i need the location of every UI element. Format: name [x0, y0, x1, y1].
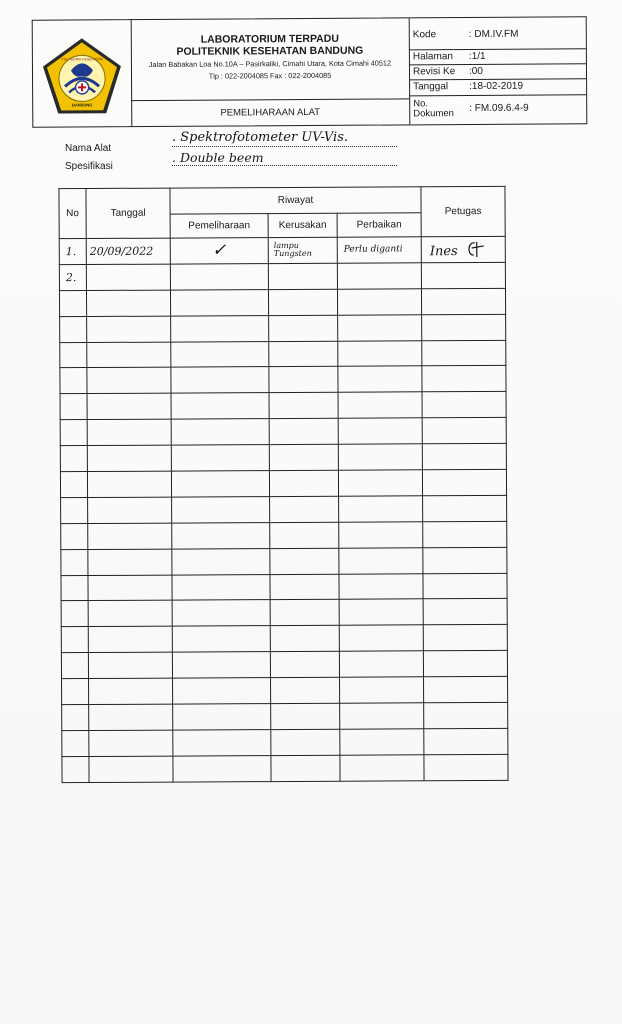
empty-cell — [338, 314, 422, 340]
table-row-empty — [60, 340, 506, 368]
empty-cell — [423, 521, 507, 547]
empty-cell — [171, 315, 269, 341]
empty-cell — [338, 366, 422, 392]
row-damage: lampu Tungsten — [268, 237, 337, 263]
empty-cell — [339, 651, 423, 677]
empty-cell — [61, 653, 88, 679]
empty-cell — [269, 367, 338, 393]
meta-row-halaman: Halaman :1/1 — [409, 48, 586, 65]
empty-cell — [61, 575, 88, 601]
empty-cell — [268, 289, 337, 315]
empty-cell — [88, 652, 172, 678]
table-row-empty — [60, 366, 506, 394]
empty-cell — [422, 418, 506, 444]
empty-cell — [339, 496, 423, 522]
empty-cell — [340, 703, 424, 729]
table-row-empty — [61, 651, 507, 679]
row-date — [86, 264, 170, 290]
empty-cell — [271, 703, 340, 729]
empty-cell — [88, 575, 172, 601]
empty-cell — [172, 574, 270, 600]
col-header-damage: Kerusakan — [268, 213, 337, 237]
table-row-empty — [62, 728, 508, 756]
empty-cell — [59, 290, 86, 316]
empty-cell — [61, 497, 88, 523]
empty-cell — [269, 470, 338, 496]
empty-cell — [422, 392, 506, 418]
empty-cell — [88, 497, 172, 523]
empty-cell — [422, 340, 506, 366]
empty-cell — [424, 676, 508, 702]
empty-cell — [339, 547, 423, 573]
empty-cell — [423, 573, 507, 599]
empty-cell — [87, 419, 171, 445]
table-row-empty — [60, 469, 506, 497]
empty-cell — [60, 368, 87, 394]
table-row-empty — [60, 418, 506, 446]
table-row-empty — [62, 676, 508, 704]
col-header-repair: Perbaikan — [337, 213, 421, 237]
empty-cell — [423, 547, 507, 573]
equipment-spec-line — [172, 165, 397, 166]
poltekkes-bandung-logo-icon — [39, 34, 126, 119]
empty-cell — [87, 368, 171, 394]
equipment-name-line — [172, 146, 397, 147]
empty-cell — [338, 470, 422, 496]
empty-cell — [270, 600, 339, 626]
empty-cell — [338, 444, 422, 470]
empty-cell — [87, 342, 171, 368]
col-header-maintenance: Pemeliharaan — [170, 214, 268, 239]
empty-cell — [88, 626, 172, 652]
empty-cell — [340, 677, 424, 703]
empty-cell — [271, 755, 340, 781]
empty-cell — [339, 599, 423, 625]
meta-row-tanggal: Tanggal :18-02-2019 — [409, 78, 586, 96]
row-date: 20/09/2022 — [86, 238, 170, 264]
table-row-empty — [59, 288, 505, 316]
empty-cell — [423, 651, 507, 677]
empty-cell — [60, 316, 87, 342]
empty-cell — [89, 704, 173, 730]
empty-cell — [173, 729, 271, 755]
empty-cell — [170, 289, 268, 315]
empty-cell — [172, 522, 270, 548]
empty-cell — [60, 472, 87, 498]
table-row-empty — [61, 495, 507, 523]
empty-cell — [423, 495, 507, 521]
maintenance-history-table — [58, 186, 508, 783]
empty-cell — [61, 523, 88, 549]
table-row-empty — [61, 573, 507, 601]
empty-cell — [269, 315, 338, 341]
meta-row-no-dokumen: No. Dokumen : FM.09.6.4-9 — [413, 98, 529, 120]
empty-cell — [172, 600, 270, 626]
row-officer-name: Ines — [429, 244, 458, 260]
row-officer — [421, 262, 505, 288]
empty-cell — [340, 755, 424, 781]
meta-row-revisi: Revisi Ke :00 — [409, 63, 586, 80]
row-officer — [421, 236, 505, 262]
empty-cell — [173, 678, 271, 704]
empty-cell — [423, 599, 507, 625]
table-row-empty — [62, 702, 508, 730]
empty-cell — [271, 729, 340, 755]
empty-cell — [60, 342, 87, 368]
empty-cell — [421, 288, 505, 314]
empty-cell — [339, 625, 423, 651]
empty-cell — [171, 341, 269, 367]
table-row-empty — [61, 625, 507, 653]
empty-cell — [271, 677, 340, 703]
empty-cell — [424, 728, 508, 754]
empty-cell — [172, 652, 270, 678]
empty-cell — [339, 522, 423, 548]
empty-cell — [172, 496, 270, 522]
equipment-spec-value: . Double beem — [172, 150, 264, 165]
row-damage — [268, 263, 337, 289]
institution-name-line1: LABORATORIUM TERPADU — [200, 32, 339, 46]
institution-name-line2: POLITEKNIK KESEHATAN BANDUNG — [176, 44, 364, 58]
equipment-name-value: . Spektrofotometer UV-Vis. — [172, 130, 349, 145]
empty-cell — [338, 418, 422, 444]
empty-cell — [270, 548, 339, 574]
row-repair: Perlu diganti — [337, 237, 421, 263]
row-repair — [337, 263, 421, 289]
signature-icon — [465, 240, 485, 258]
institution-phone: Tlp : 022-2004085 Fax : 022-2004085 — [208, 70, 332, 81]
empty-cell — [269, 393, 338, 419]
empty-cell — [88, 523, 172, 549]
empty-cell — [87, 471, 171, 497]
empty-cell — [173, 704, 271, 730]
empty-cell — [270, 626, 339, 652]
empty-cell — [269, 418, 338, 444]
table-row-empty — [61, 547, 507, 575]
row-no: 1. — [59, 239, 86, 265]
empty-cell — [424, 702, 508, 728]
empty-cell — [171, 367, 269, 393]
empty-cell — [338, 340, 422, 366]
empty-cell — [87, 393, 171, 419]
empty-cell — [423, 625, 507, 651]
empty-cell — [60, 446, 87, 472]
table-row-empty — [60, 392, 506, 420]
empty-cell — [171, 393, 269, 419]
table-row-empty — [61, 521, 507, 549]
table-row-empty — [60, 314, 506, 342]
empty-cell — [422, 469, 506, 495]
empty-cell — [270, 522, 339, 548]
empty-cell — [61, 549, 88, 575]
col-header-officer: Petugas — [421, 186, 505, 236]
equipment-spec-label: Spesifikasi — [65, 161, 113, 172]
empty-cell — [61, 601, 88, 627]
document-header — [32, 16, 588, 127]
table-row-empty — [61, 599, 507, 627]
empty-cell — [269, 341, 338, 367]
table-row-empty — [62, 754, 508, 782]
empty-cell — [62, 756, 89, 782]
col-header-date: Tanggal — [86, 188, 170, 238]
document-meta — [409, 17, 587, 124]
empty-cell — [88, 601, 172, 627]
meta-row-kode: Kode : DM.IV.FM — [409, 17, 586, 50]
header-title-cell — [131, 18, 411, 126]
empty-cell — [422, 443, 506, 469]
logo-cell — [33, 20, 133, 127]
empty-cell — [171, 471, 269, 497]
empty-cell — [337, 289, 421, 315]
empty-cell — [87, 445, 171, 471]
empty-cell — [88, 549, 172, 575]
table-row-empty — [60, 443, 506, 471]
empty-cell — [60, 420, 87, 446]
empty-cell — [86, 290, 170, 316]
empty-cell — [173, 755, 271, 781]
document-title: PEMELIHARAAN ALAT — [220, 106, 321, 119]
empty-cell — [338, 392, 422, 418]
equipment-name-label: Nama Alat — [65, 143, 112, 154]
empty-cell — [172, 548, 270, 574]
table-row — [59, 236, 505, 264]
svg-text:BANDUNG: BANDUNG — [71, 102, 93, 108]
empty-cell — [339, 573, 423, 599]
empty-cell — [340, 729, 424, 755]
empty-cell — [62, 705, 89, 731]
empty-cell — [270, 496, 339, 522]
empty-cell — [89, 730, 173, 756]
row-no: 2. — [59, 264, 86, 290]
svg-text:POLITEKNIK KESEHATAN: POLITEKNIK KESEHATAN — [61, 57, 103, 62]
empty-cell — [87, 316, 171, 342]
empty-cell — [172, 626, 270, 652]
empty-cell — [171, 445, 269, 471]
empty-cell — [89, 678, 173, 704]
row-maintenance-checkmark: ✓ — [170, 238, 268, 264]
empty-cell — [424, 754, 508, 780]
empty-cell — [269, 444, 338, 470]
empty-cell — [270, 574, 339, 600]
empty-cell — [89, 756, 173, 782]
empty-cell — [60, 394, 87, 420]
empty-cell — [61, 627, 88, 653]
empty-cell — [171, 419, 269, 445]
row-maintenance — [170, 263, 268, 289]
empty-cell — [270, 651, 339, 677]
institution-address: Jalan Babakan Loa No.10A – Pasirkaliki, Cimahi Utara, Kota Cimahi 40512 — [148, 58, 392, 69]
col-header-history: Riwayat — [170, 187, 421, 214]
empty-cell — [62, 730, 89, 756]
table-row — [59, 262, 505, 290]
empty-cell — [422, 314, 506, 340]
empty-cell — [62, 679, 89, 705]
empty-cell — [422, 366, 506, 392]
col-header-no: No — [59, 189, 86, 239]
